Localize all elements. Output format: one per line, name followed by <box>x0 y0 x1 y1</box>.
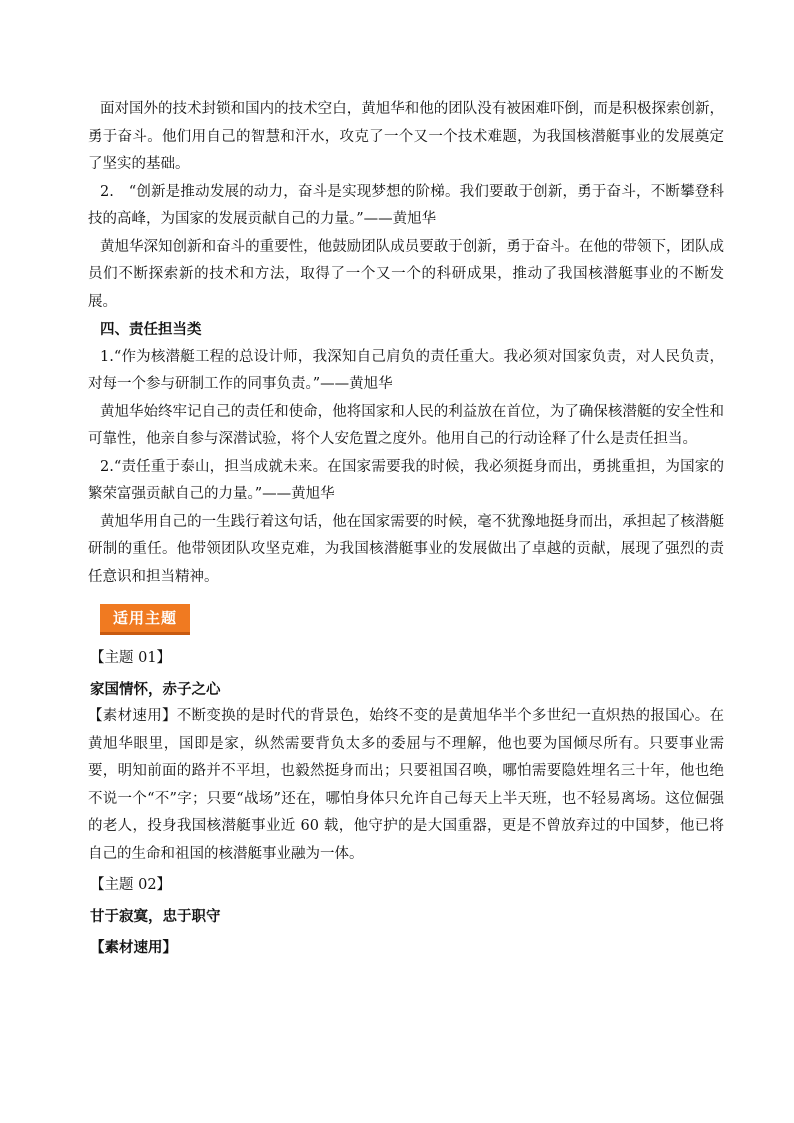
document-page <box>88 96 724 962</box>
quote-responsibility-1: 1.“作为核潜艇工程的总设计师，我深知自己肩负的责任重大。我必须对国家负责，对人民负责，对每一个参与研制工作的同事负责。”——黄旭华 <box>88 348 724 392</box>
topic-02-material-prefix: 【素材速用】 <box>90 939 177 956</box>
topic-02-label: 【主题 02】 <box>90 877 172 893</box>
paragraph-innovation-summary: 面对国外的技术封锁和国内的技术空白，黄旭华和他的团队没有被困难吓倒，而是积极探索创新，勇于奋斗。他们用自己的智慧和汗水，攻克了一个又一个技术难题，为我国核潜艇事业的发展奠定了坚实的基础。 <box>88 101 724 172</box>
paragraph-innovation-comment: 黄旭华深知创新和奋斗的重要性，他鼓励团队成员要敢于创新，勇于奋斗。在他的带领下，团队成员们不断探索新的技术和方法，取得了一个又一个的科研成果，推动了我国核潜艇事业的不断发展。 <box>88 238 724 310</box>
paragraph-responsibility-comment-2: 黄旭华用自己的一生践行着这句话，他在国家需要的时候，毫不犹豫地挺身而出，承担起了核潜艇研制的重任。他带领团队攻坚克难，为我国核潜艇事业的发展做出了卓越的贡献，展现了强烈的责任意识和担当精神。 <box>88 513 724 585</box>
topic-01-material-prefix: 【素材速用】 <box>88 708 177 724</box>
quote-innovation-2: 2. “创新是推动发展的动力，奋斗是实现梦想的阶梯。我们要敢于创新，勇于奋斗，不断攀登科技的高峰，为国家的发展贡献自己的力量。”——黄旭华 <box>88 183 724 227</box>
paragraph-responsibility-comment-1: 黄旭华始终牢记自己的责任和使命，他将国家和人民的利益放在首位，为了确保核潜艇的安全性和可靠性，他亲自参与深潜试验，将个人安危置之度外。他用自己的行动诠释了什么是责任担当。 <box>88 403 724 447</box>
topic-01-title: 家国情怀，赤子之心 <box>90 680 221 698</box>
quote-responsibility-2: 2.“责任重于泰山，担当成就未来。在国家需要我的时候，我必须挺身而出，勇挑重担，为国家的繁荣富强贡献自己的力量。”——黄旭华 <box>88 458 724 502</box>
topic-01-material-text: 不断变换的是时代的背景色，始终不变的是黄旭华半个多世纪一直炽热的报国心。在黄旭华眼里，国即是家，纵然需要背负太多的委屈与不理解，他也要为国倾尽所有。只要事业需要，明知前面的路并不平坦，也毅然挺身而出；只要祖国召唤，哪怕需要隐姓埋名三十年，他也绝不说一个“不”字；只要“战场”还在，哪怕身体只允许自己每天上半天班，也不轻易离场。这位倔强的老人，投身我国核潜艇事业近 60 载，他守护的是大国重器，更是不曾放弃过的中国梦，他已将自己的生命和祖国的核潜艇事业融为一体。 <box>88 708 725 862</box>
topic-01-label: 【主题 01】 <box>90 650 172 666</box>
topic-01-material <box>88 703 724 868</box>
applicable-topics-header <box>100 604 724 634</box>
topic-02-title: 甘于寂寞，忠于职守 <box>90 907 221 925</box>
applicable-topics-badge: 适用主题 <box>100 604 190 635</box>
section-heading-responsibility: 四、责任担当类 <box>100 321 202 338</box>
